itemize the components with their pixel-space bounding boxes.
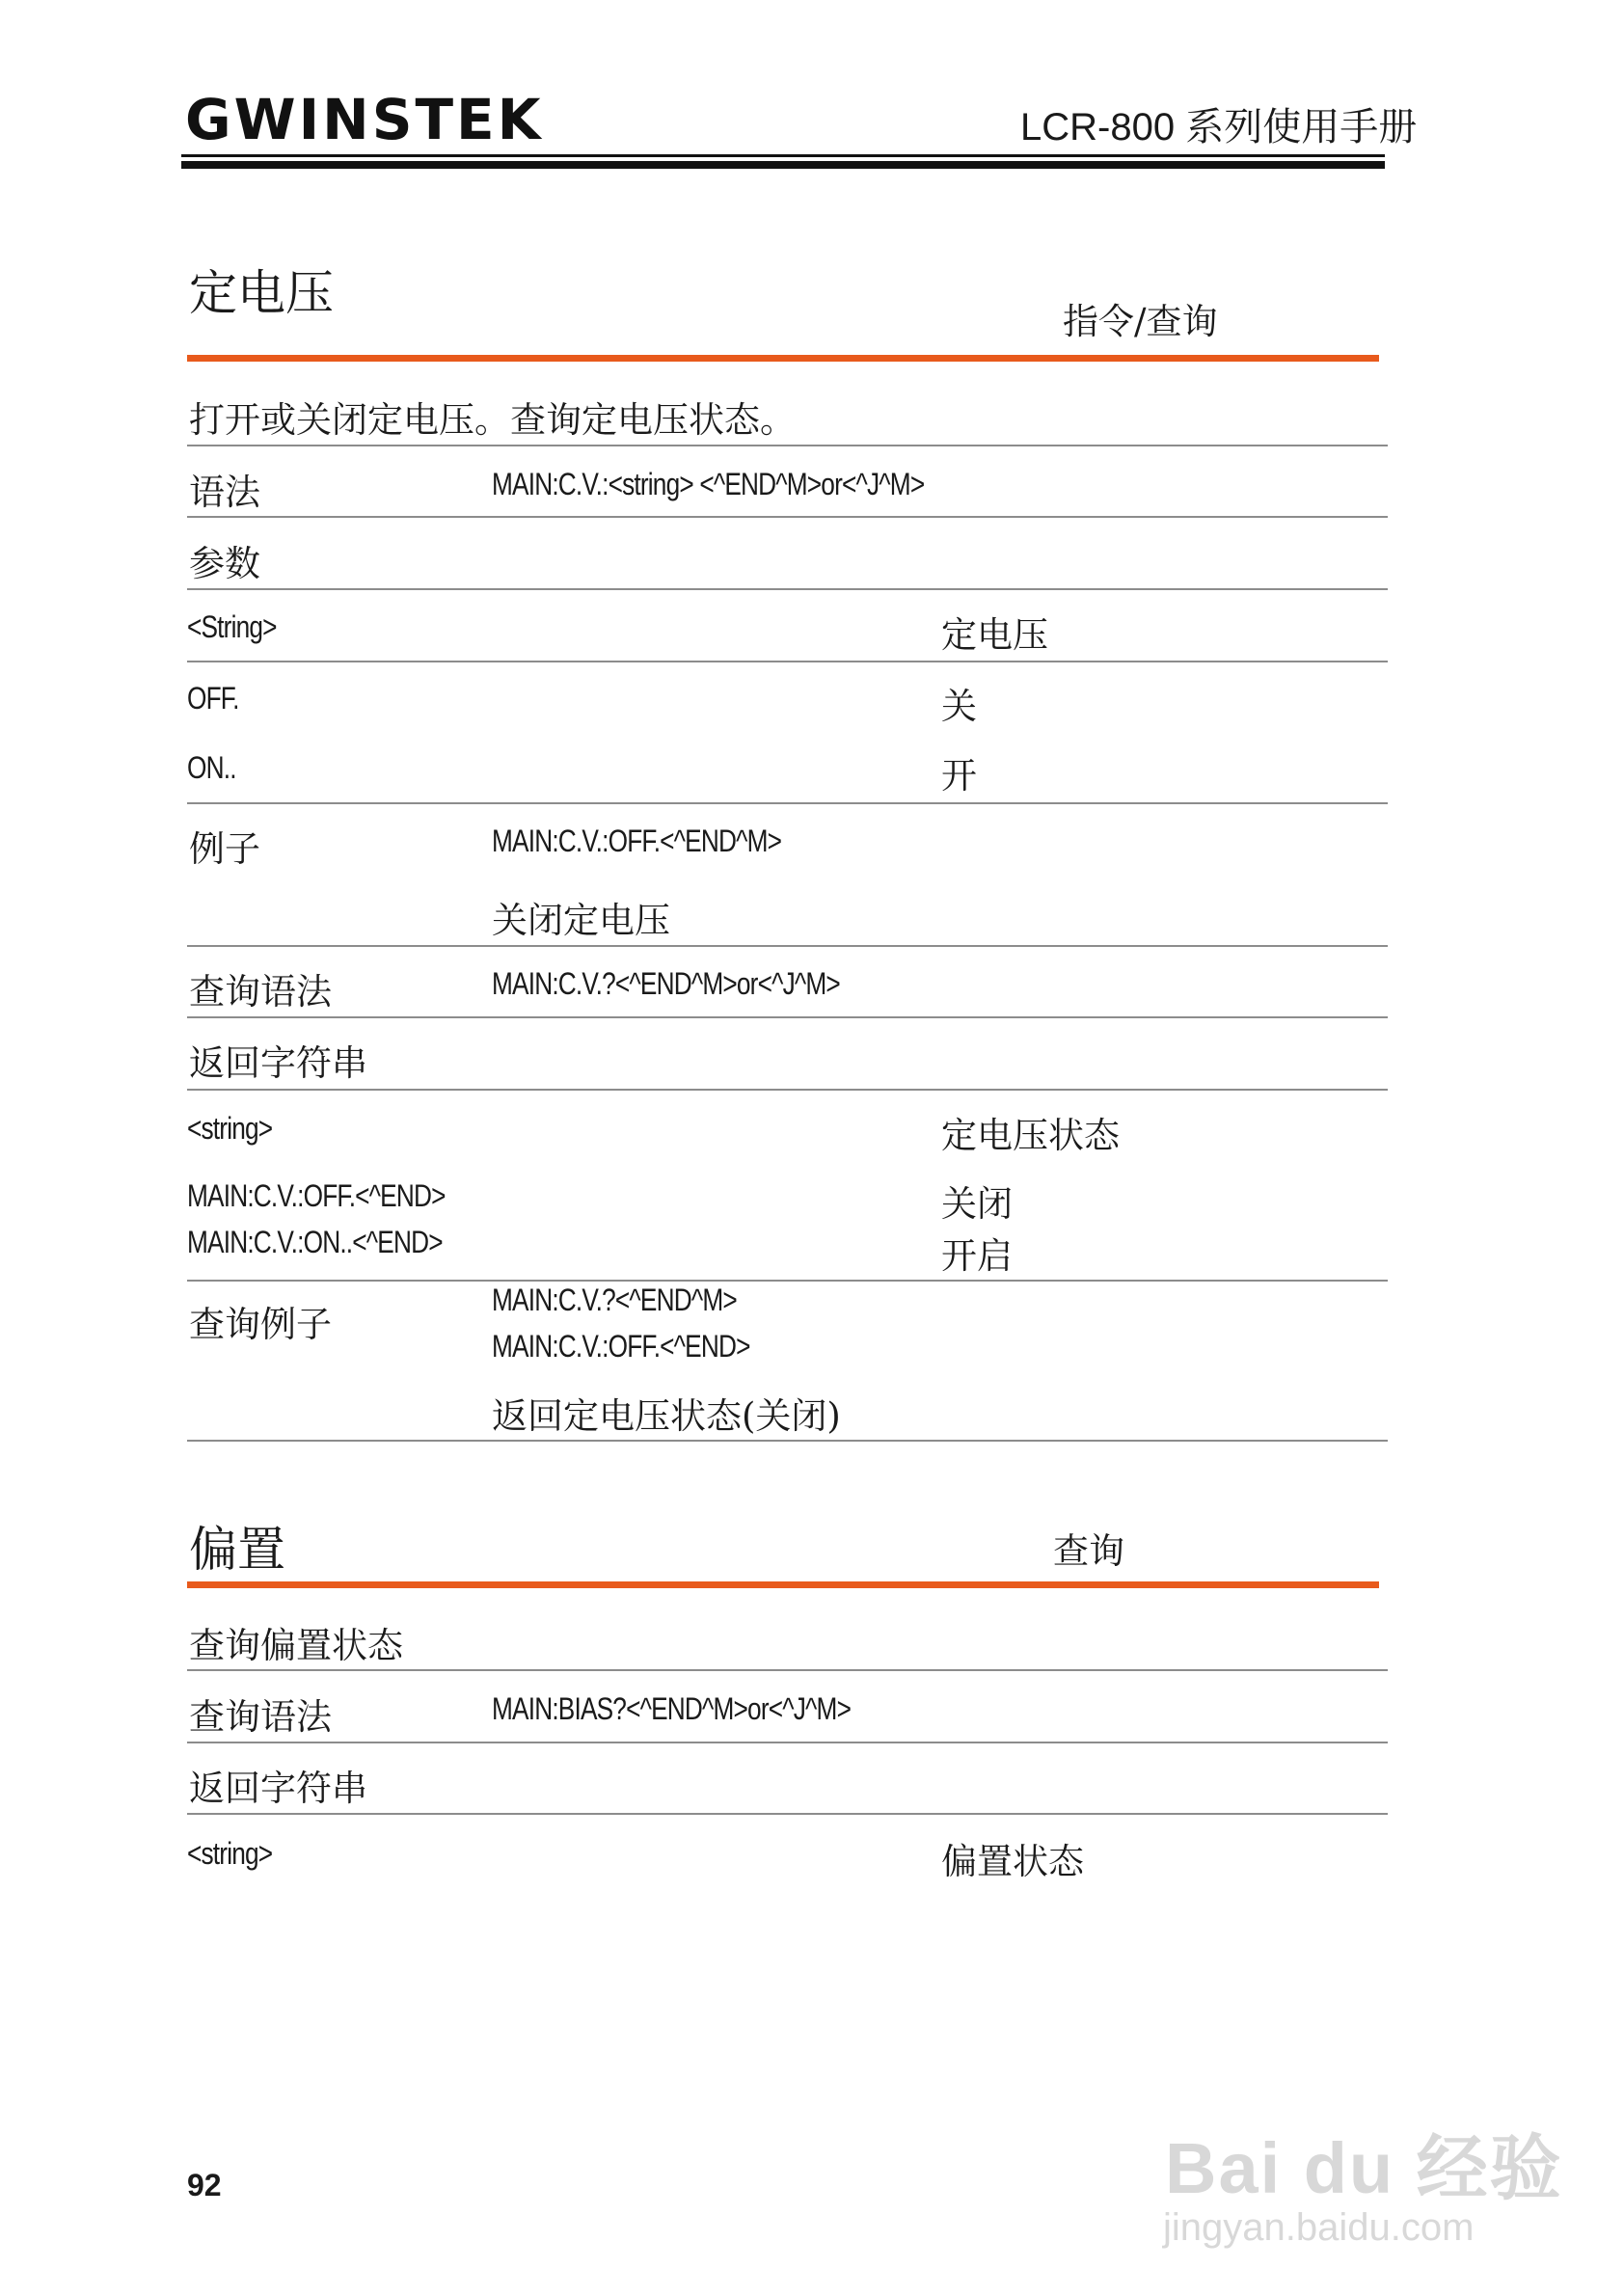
query-syntax-command: MAIN:C.V.?<^END^M>or<^J^M>: [492, 966, 840, 1001]
return-header-desc: 定电压状态: [941, 1115, 1120, 1156]
section-title-bias: 偏置: [189, 1522, 285, 1578]
return-string-label: 返回字符串: [189, 1768, 367, 1809]
query-syntax-label: 查询语法: [189, 1696, 332, 1738]
param-off-desc: 关: [941, 686, 977, 727]
example-description: 关闭定电压: [492, 900, 670, 941]
page-number: 92: [187, 2168, 222, 2202]
param-header-desc: 定电压: [941, 614, 1048, 656]
section-description: 打开或关闭定电压。查询定电压状态。: [189, 399, 796, 441]
row-divider: [187, 1813, 1388, 1815]
section-orange-rule: [187, 355, 1379, 362]
query-example-command-2: MAIN:C.V.:OFF.<^END>: [492, 1329, 750, 1364]
brand-logo: GWINSTEK: [185, 87, 544, 152]
return-string-label: 返回字符串: [189, 1042, 367, 1084]
section-description: 查询偏置状态: [189, 1625, 403, 1666]
return-header: <string>: [187, 1111, 273, 1146]
row-divider: [187, 1280, 1388, 1282]
example-command: MAIN:C.V.:OFF.<^END^M>: [492, 824, 782, 858]
syntax-command: MAIN:C.V.:<string> <^END^M>or<^J^M>: [492, 467, 925, 501]
syntax-label: 语法: [189, 472, 260, 513]
query-example-command-1: MAIN:C.V.?<^END^M>: [492, 1283, 737, 1317]
return-on-desc: 开启: [941, 1235, 1013, 1277]
row-divider: [187, 945, 1388, 947]
query-example-label: 查询例子: [189, 1304, 332, 1345]
row-divider: [187, 1089, 1388, 1091]
param-off: OFF.: [187, 681, 239, 716]
section-orange-rule: [187, 1581, 1379, 1588]
section-type-label: 查询: [1053, 1530, 1124, 1572]
row-divider: [187, 516, 1388, 518]
row-divider: [187, 661, 1388, 662]
params-label: 参数: [189, 543, 260, 584]
param-header: <String>: [187, 609, 277, 644]
example-label: 例子: [189, 828, 260, 870]
header-rule-thin: [181, 154, 1385, 157]
watermark-url: jingyan.baidu.com: [1163, 2206, 1475, 2249]
param-on-desc: 开: [941, 755, 977, 797]
param-on: ON..: [187, 750, 236, 785]
return-header: <string>: [187, 1836, 273, 1871]
manual-title: LCR-800 系列使用手册: [1020, 106, 1418, 149]
return-on: MAIN:C.V.:ON..<^END>: [187, 1225, 443, 1259]
return-off-desc: 关闭: [941, 1183, 1013, 1225]
row-divider: [187, 1742, 1388, 1743]
watermark-brand: Bai du 经验: [1165, 2128, 1563, 2208]
row-divider: [187, 588, 1388, 590]
query-example-description: 返回定电压状态(关闭): [492, 1395, 841, 1437]
section-title-constant-voltage: 定电压: [189, 265, 334, 321]
row-divider: [187, 445, 1388, 446]
query-syntax-label: 查询语法: [189, 971, 332, 1013]
row-divider: [187, 1440, 1388, 1442]
query-syntax-command: MAIN:BIAS?<^END^M>or<^J^M>: [492, 1691, 852, 1726]
return-header-desc: 偏置状态: [941, 1841, 1084, 1882]
row-divider: [187, 1669, 1388, 1671]
header-rule-thick: [181, 161, 1385, 169]
row-divider: [187, 1016, 1388, 1018]
row-divider: [187, 802, 1388, 804]
return-off: MAIN:C.V.:OFF.<^END>: [187, 1178, 446, 1213]
section-type-label: 指令/查询: [1063, 301, 1218, 342]
